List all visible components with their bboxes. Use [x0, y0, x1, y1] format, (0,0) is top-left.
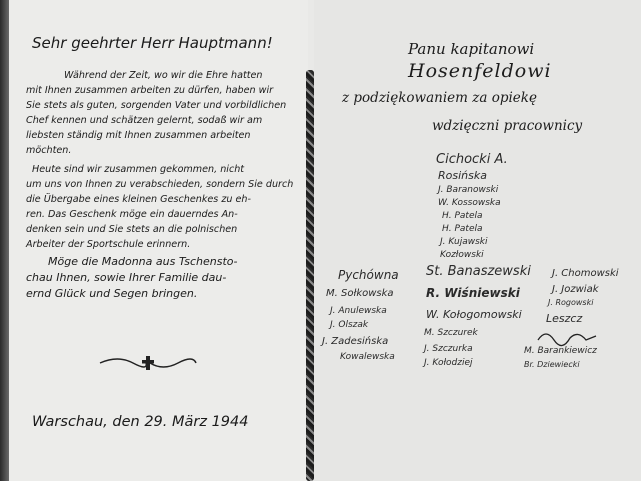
- signature: J. Anulewska: [330, 306, 387, 316]
- signature: R. Wiśniewski: [426, 286, 520, 300]
- paragraph-line: Chef kennen und schätzen gelernt, sodaß wir am: [26, 115, 263, 126]
- paragraph-line: liebsten ständig mit Ihnen zusammen arbeiten: [26, 130, 251, 141]
- signature: J. Kujawski: [440, 237, 488, 247]
- paragraph-line: denken sein und Sie stets an die polnischen: [26, 224, 238, 235]
- paragraph-line: Während der Zeit, wo wir die Ehre hatten: [64, 70, 263, 81]
- signature: M. Sołkowska: [326, 288, 394, 299]
- binding-cord: [306, 70, 314, 481]
- signature-scribble: [536, 326, 598, 348]
- paragraph-line: Sie stets als guten, sorgenden Vater und vorbildlichen: [26, 100, 287, 111]
- dedication-name: Hosenfeldowi: [408, 60, 552, 82]
- paragraph-1: [26, 68, 286, 158]
- paragraph-line: Möge die Madonna aus Tschensto-: [48, 255, 238, 268]
- signature: Kowalewska: [340, 352, 395, 362]
- signature: Kozłowski: [440, 250, 484, 260]
- paragraph-line: Heute sind wir zusammen gekommen, nicht: [32, 164, 245, 175]
- signature: Pychówna: [338, 268, 399, 282]
- signature: J. Kołodziej: [424, 358, 473, 368]
- paragraph-line: um uns von Ihnen zu verabschieden, sondern Sie durch: [26, 179, 294, 190]
- signature: J. Jozwiak: [552, 284, 599, 295]
- signature: H. Patela: [442, 224, 483, 234]
- paragraph-line: mit Ihnen zusammen arbeiten zu dürfen, haben wir: [26, 85, 274, 96]
- dedication-line: z podziękowaniem za opiekę: [342, 90, 537, 106]
- signature: Cichocki A.: [436, 152, 508, 167]
- paragraph-line: chau Ihnen, sowie Ihrer Familie dau-: [26, 271, 227, 284]
- signature: J. Rogowski: [548, 298, 594, 307]
- signature: J. Chomowski: [552, 268, 619, 279]
- greeting: Sehr geehrter Herr Hauptmann!: [32, 34, 273, 52]
- signature: J. Szczurka: [424, 344, 473, 354]
- signature: W. Kossowska: [438, 198, 501, 208]
- signature: M. Barankiewicz: [524, 346, 597, 356]
- signature: J. Zadesińska: [322, 336, 389, 347]
- signature: H. Patela: [442, 211, 483, 221]
- signature: St. Banaszewski: [426, 264, 531, 279]
- signature: Br. Dziewiecki: [524, 360, 580, 369]
- signature: Rosińska: [438, 169, 487, 182]
- paragraph-line: ren. Das Geschenk möge ein dauerndes An-: [26, 209, 238, 220]
- paragraph-line: möchten.: [26, 145, 72, 156]
- paragraph-line: die Übergabe eines kleinen Geschenkes zu eh-: [26, 194, 251, 205]
- dedication-line: Panu kapitanowi: [408, 40, 535, 58]
- signature: J. Baranowski: [438, 185, 499, 195]
- paragraph-2: [26, 162, 293, 252]
- signoff-date: Warschau, den 29. März 1944: [32, 414, 249, 430]
- paragraph-line: Arbeiter der Sportschule erinnern.: [26, 239, 191, 250]
- page-edge-shadow: [0, 0, 9, 481]
- cross-ornament-icon: [98, 352, 198, 374]
- signature: Leszcz: [546, 312, 583, 325]
- paragraph-3: [26, 254, 237, 302]
- paragraph-line: ernd Glück und Segen bringen.: [26, 287, 198, 300]
- signature: M. Szczurek: [424, 328, 478, 338]
- dedication-line: wdzięczni pracownicy: [432, 118, 583, 134]
- signature: J. Olszak: [330, 320, 369, 330]
- signature: W. Kołogomowski: [426, 308, 522, 321]
